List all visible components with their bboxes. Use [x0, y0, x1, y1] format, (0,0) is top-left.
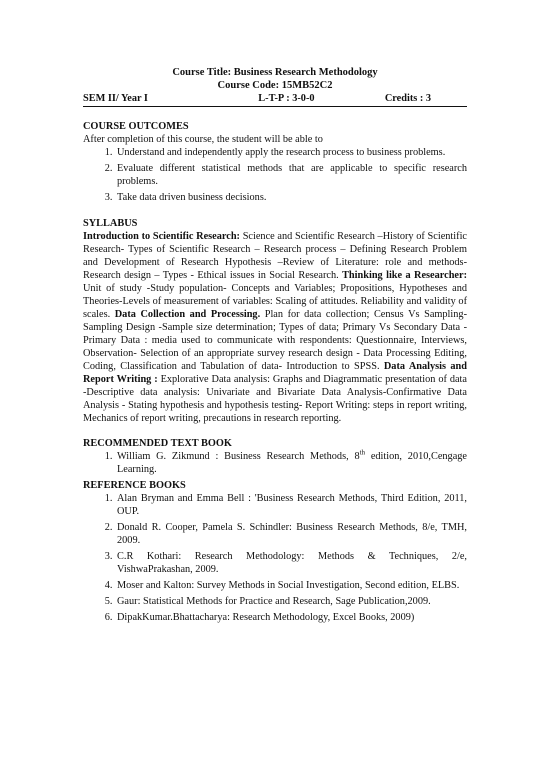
syllabus-heading: SYLLABUS: [83, 218, 138, 229]
outcomes-list: [83, 146, 467, 204]
syllabus-topic: Thinking like a Researcher:: [342, 270, 467, 281]
reference-item: 4. Moser and Kalton: Survey Methods in Social Investigation, Second edition, ELBS.: [115, 579, 467, 592]
semester-row: [83, 92, 467, 107]
syllabus-body: [83, 230, 467, 425]
reference-item: 2. Donald R. Cooper, Pamela S. Schindler: Business Research Methods, 8/e, TMH, 2009.: [115, 521, 467, 547]
textbook-superscript: th: [359, 448, 366, 457]
document-page: [83, 66, 467, 627]
outcome-item: 2. Evaluate different statistical methods that are applicable to specific research problems.: [115, 162, 467, 188]
textbook-list: [83, 450, 467, 476]
textbook-item: [115, 450, 467, 476]
reference-item: 5. Gaur: Statistical Methods for Practice and Research, Sage Publication,2009.: [115, 595, 467, 608]
syllabus-topic: Introduction to Scientific Research:: [83, 231, 240, 242]
syllabus-topic: Data Analysis and Report Writing :: [83, 361, 467, 385]
textbook-heading: RECOMMENDED TEXT BOOK: [83, 438, 232, 449]
syllabus-text: Science and Scientific Research –History of Scientific Research- Types of Scientific Research – Research process – Defining Research Problem and Development of Research Hypothesis –Review of Literature: role and methods- Research design – Types - Ethical issues in Social Research.: [83, 231, 468, 281]
references-list: [83, 492, 467, 624]
reference-item: 3. C.R Kothari: Research Methodology: Methods & Techniques, 2/e, VishwaPrakashan, 2009.: [115, 550, 467, 576]
textbook-text: William G. Zikmund : Business Research Methods, 8: [117, 451, 360, 462]
semester-label: SEM II/ Year I: [83, 93, 148, 104]
references-heading: REFERENCE BOOKS: [83, 480, 186, 491]
credits-label: Credits : 3: [384, 93, 431, 104]
outcomes-heading: COURSE OUTCOMES: [83, 121, 189, 132]
reference-item: 1. Alan Bryman and Emma Bell : 'Business Research Methods, Third Edition, 2011, OUP.: [115, 492, 467, 518]
reference-item: 6. DipakKumar.Bhattacharya: Research Methodology, Excel Books, 2009): [115, 611, 467, 624]
syllabus-text: Unit of study -Study population- Concepts and Variables; Propositions, Hypotheses and Theories-Levels of measurement of variables: Scaling of attitudes. Reliability and validity of scales.: [83, 283, 467, 320]
outcome-item: 1. Understand and independently apply the research process to business problems.: [115, 146, 467, 159]
outcomes-intro: After completion of this course, the student will be able to: [83, 134, 323, 145]
textbook-text-end: edition, 2010,Cengage Learning.: [117, 451, 467, 475]
syllabus-topic: Data Collection and Processing.: [114, 309, 261, 320]
outcome-item: 3. Take data driven business decisions.: [115, 191, 467, 204]
ltp-label: L-T-P : 3-0-0: [258, 93, 315, 104]
syllabus-text: Explorative Data analysis: Graphs and Diagrammatic presentation of data -Descriptive data analysis: Univariate and Bivariate Data Analysis-Confirmative Data Analysis - Stating hypothesis and hypothesis testing- Report Writing: steps in report writing, Mechanics of report writing, precautions in research reporting.: [83, 374, 467, 424]
syllabus-text: Plan for data collection; Census Vs Sampling- Sampling Design -Sample size determination; Types of data; Primary Vs Secondary Data - Primary Data : media used to communicate with respondents: Questionnaire, Interviews, Observation- Selection of an appropriate survey research design - Data Processing Editing, Coding, Classification and Tabulation of data- Introduction to SPSS.: [83, 309, 468, 372]
course-title: Course Title: Business Research Methodology: [172, 67, 378, 78]
course-code: Course Code: 15MB52C2: [217, 80, 333, 91]
